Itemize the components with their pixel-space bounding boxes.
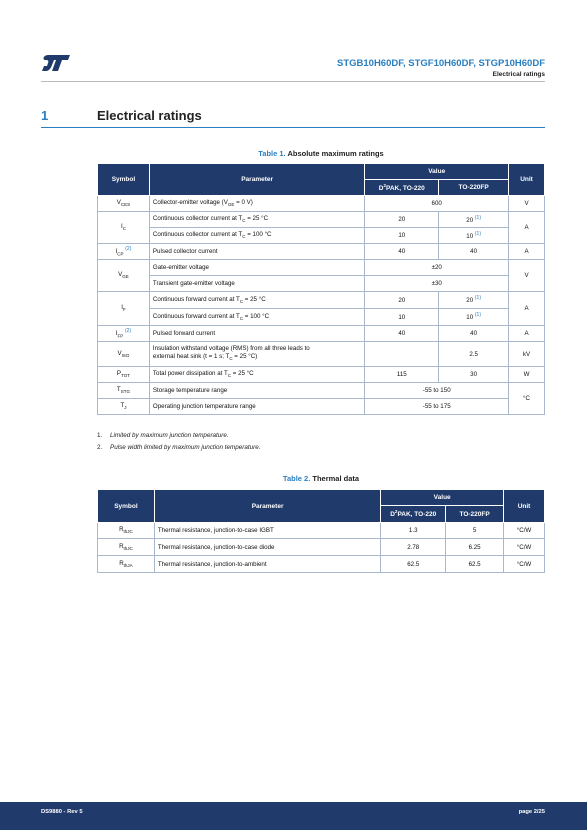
page-footer [0,802,587,830]
unit-cell: °C/W [504,523,545,539]
value-cell: 1.3 [381,523,446,539]
st-logo [41,54,71,72]
symbol-cell: $P_{TOT}$ [98,367,150,383]
parameter-cell: Continuous forward current at $T_C = 25$ °C [149,292,364,309]
symbol-cell: $I_{FP}$ $^{(2)}$ [98,326,150,342]
table-row [98,212,545,228]
table2-header-parameter: Parameter [154,490,380,523]
absolute-max-ratings-table [97,163,545,415]
value-cell: 20 $^{(1)}$ [439,292,509,309]
parameter-cell: Operating junction temperature range [149,399,364,415]
section-number: 1 [41,108,49,123]
value-cell: 10 $^{(1)}$ [439,228,509,244]
value-cell: 2.78 [381,539,446,556]
symbol-cell: $I_C$ [98,212,150,244]
value-cell: 10 $^{(1)}$ [439,309,509,326]
value-cell: 20 [365,292,439,309]
document-title: STGB10H60DF, STGF10H60DF, STGP10H60DF [336,58,545,69]
document-subtitle: Electrical ratings [492,71,545,78]
table2-caption [97,474,545,483]
parameter-cell: Insulation withstand voltage (RMS) from all three leads to external heat sink (t = 1 s; $T_C = 25$ °C) [149,342,364,367]
parameter-cell: Transient gate-emitter voltage [149,276,364,292]
value-cell: 6.25 [446,539,504,556]
table-row [98,556,545,573]
value-cell: 40 [365,244,439,260]
parameter-cell: Continuous forward current at $T_C = 100$ °C [149,309,364,326]
table1-header-symbol: Symbol [98,164,150,196]
table2-header-unit: Unit [504,490,545,523]
table-row [98,260,545,276]
table-row [98,367,545,383]
footnote-ref: (1) [474,295,481,302]
table2-header-row [98,490,545,506]
value-cell: ±30 [365,276,509,292]
symbol-cell: $R_{thJC}$ [98,539,155,556]
table-row [98,244,545,260]
table-row [98,228,545,244]
symbol-cell: $T_J$ [98,399,150,415]
note-item: 2. Pulse width limited by maximum junction temperature. [97,444,261,451]
section-divider [41,127,545,128]
table1-caption [97,149,545,158]
value-cell: 40 [365,326,439,342]
table-row [98,523,545,539]
page-number: page 2/25 [518,809,545,815]
unit-cell: A [509,212,545,244]
table1-header-value: Value [365,164,509,180]
unit-cell: A [509,326,545,342]
value-cell: 2.5 [439,342,509,367]
symbol-cell: $T_{STG}$ [98,383,150,399]
table-row [98,196,545,212]
table-row [98,383,545,399]
unit-cell: V [509,260,545,292]
table-row [98,539,545,556]
parameter-cell: Pulsed collector current [149,244,364,260]
value-cell: 62.5 [381,556,446,573]
unit-cell: V [509,196,545,212]
value-cell: 10 [365,228,439,244]
section-title: Electrical ratings [97,108,202,123]
table1-caption-number: Table 1. [258,149,286,158]
table1-header-parameter: Parameter [149,164,364,196]
symbol-cell: $I_{CP}$ $^{(2)}$ [98,244,150,260]
footnote-ref: (1) [474,214,481,221]
value-cell: -55 to 150 [365,383,509,399]
unit-cell: A [509,292,545,326]
table1-header-unit: Unit [509,164,545,196]
table1-notes [97,430,261,454]
parameter-cell: Pulsed forward current [149,326,364,342]
value-cell: -55 to 175 [365,399,509,415]
unit-cell: A [509,244,545,260]
table-row [98,342,545,367]
value-cell: 115 [365,367,439,383]
table2-caption-text: Thermal data [310,474,360,483]
value-cell [365,342,439,367]
parameter-cell: Thermal resistance, junction-to-case diode [154,539,380,556]
table1-caption-text: Absolute maximum ratings [285,149,384,158]
note-item: 1. Limited by maximum junction temperature. [97,432,229,439]
parameter-cell: Collector-emitter voltage ($V_{GE} = 0$ V) [149,196,364,212]
value-cell: 5 [446,523,504,539]
value-cell: 20 [365,212,439,228]
unit-cell: °C/W [504,556,545,573]
thermal-data-table [97,489,545,573]
value-cell: 30 [439,367,509,383]
symbol-cell: $I_F$ [98,292,150,326]
unit-cell: kV [509,342,545,367]
parameter-cell: Gate-emitter voltage [149,260,364,276]
symbol-cell: $V_{GE}$ [98,260,150,292]
table2-header-to220fp: TO-220FP [446,506,504,523]
parameter-cell: Thermal resistance, junction-to-ambient [154,556,380,573]
table-row [98,276,545,292]
header-divider [41,81,545,82]
parameter-cell: Total power dissipation at $T_C = 25$ °C [149,367,364,383]
symbol-cell: $V_{CES}$ [98,196,150,212]
unit-cell: °C [509,383,545,415]
value-cell: ±20 [365,260,509,276]
document-revision: DS9880 - Rev 5 [41,809,83,815]
table2-header-d2pak: $D^2PAK$, TO-220 [381,506,446,523]
value-cell: 62.5 [446,556,504,573]
table1-header-to220fp: TO-220FP [439,180,509,196]
value-cell: 10 [365,309,439,326]
symbol-cell: $V_{ISO}$ [98,342,150,367]
value-cell: 40 [439,244,509,260]
value-cell: 40 [439,326,509,342]
table2-caption-number: Table 2. [282,474,311,483]
parameter-cell: Storage temperature range [149,383,364,399]
footnote-ref: (1) [474,312,481,319]
value-cell: 20 $^{(1)}$ [439,212,509,228]
unit-cell: °C/W [504,539,545,556]
table-row [98,309,545,326]
parameter-cell: Continuous collector current at $T_C = 25$ °C [149,212,364,228]
table1-header-row [98,164,545,180]
table1-header-d2pak: $D^2PAK$, TO-220 [365,180,439,196]
parameter-cell: Continuous collector current at $T_C = 100$ °C [149,228,364,244]
table-row [98,292,545,309]
footnote-ref: (2) [125,328,132,335]
parameter-cell: Thermal resistance, junction-to-case IGBT [154,523,380,539]
symbol-cell: $R_{thJC}$ [98,523,155,539]
footnote-ref: (2) [125,246,132,253]
table2-header-value: Value [381,490,504,506]
table2-header-symbol: Symbol [98,490,155,523]
symbol-cell: $R_{thJA}$ [98,556,155,573]
table-row [98,326,545,342]
table-row [98,399,545,415]
unit-cell: W [509,367,545,383]
footnote-ref: (1) [474,230,481,237]
value-cell: 600 [365,196,509,212]
